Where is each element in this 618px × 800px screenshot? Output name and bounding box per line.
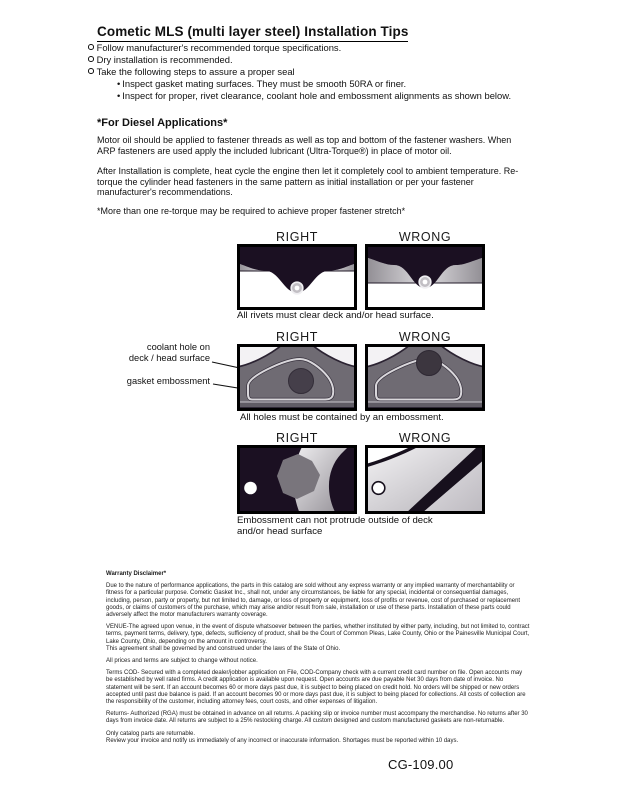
warranty-paragraph: All prices and terms are subject to change without notice.: [106, 658, 258, 665]
bolt-hole: [372, 482, 385, 495]
diesel-paragraph-2: After Installation is complete, heat cycle the engine then let it completely cool to ambient temperature. Re-torque the cylinder head fasteners in the same pattern as initial installation or per your fastener manufacturer's recommendations.: [97, 166, 519, 197]
warranty-disclaimer: [106, 571, 530, 745]
tip-text: Follow manufacturer's recommended torque specifications.: [96, 42, 342, 53]
bolt-hole: [244, 482, 257, 495]
figure1-wrong-diagram: [365, 244, 485, 310]
coolant-hole: [289, 369, 314, 394]
figure2-caption: All holes must be contained by an embossment.: [240, 412, 444, 423]
warranty-paragraph: Returns- Authorized (RGA) must be obtained in advance on all returns. A packing slip or invoice number must accompany the merchandise. No returns after 30 days from invoice date. All returns are subject to a 25% restocking charge. All custom designed and custom manufactured gaskets are non-returnable.: [106, 711, 528, 725]
figure3-wrong-diagram: [365, 445, 485, 514]
warranty-heading: Warranty Disclaimer*: [106, 571, 167, 577]
coolant-hole: [417, 351, 442, 376]
figure3-caption: Embossment can not protrude outside of deck and/or head surface: [237, 515, 433, 537]
figure1-right-diagram: [237, 244, 357, 310]
figure1-right-label: RIGHT: [276, 230, 318, 244]
figure2-wrong-diagram: [365, 344, 485, 411]
annotation-gasket-embossment-label: gasket embossment: [126, 376, 210, 386]
figure2-wrong-label: WRONG: [398, 330, 452, 344]
tip-item: [88, 54, 233, 65]
rivet-center: [295, 286, 300, 291]
tip-text: Inspect for proper, rivet clearance, coolant hole and embossment alignments as shown below.: [122, 90, 512, 101]
warranty-paragraph: Only catalog parts are returnable.: [106, 730, 196, 737]
tip-item: [88, 66, 295, 77]
diesel-paragraph-3: *More than one re-torque may be required to achieve proper fastener stretch*: [97, 206, 406, 216]
circle-bullet-icon: [88, 44, 94, 50]
figure3-right-diagram: [237, 445, 357, 514]
diesel-heading: *For Diesel Applications*: [97, 117, 228, 129]
circle-bullet-icon: [88, 68, 94, 74]
warranty-paragraph: Terms COD- Secured with a completed dealer/jobber application on File, COD-Company check with a current credit card number on file. Open accounts may be established by well rated firms. A credit application is available upon request. Open accounts are due payable Net 30 days from date of invoice. No statement will be sent. If an account becomes 60 or more days past due, it is subject to being placed on credit hold. No orders will be shipped or new orders accepted until past due balance is paid. If an account becomes 90 or more days past due, it is subject to being placed for collections. All costs of collection are the responsibility of the customer, including attorney fees, court costs, and other expenses of litigation.: [106, 670, 526, 706]
page-title: Cometic MLS (multi layer steel) Installation Tips: [97, 24, 408, 42]
tip-sub-item: [117, 78, 406, 89]
tip-sub-item: [117, 90, 511, 101]
figure2-right-diagram: [237, 344, 357, 411]
warranty-paragraph: Due to the nature of performance applications, the parts in this catalog are sold without any express warranty or any implied warranty of merchantability or fitness for a particular purpose. Cometic Gasket Inc., shall not, under any circumstances, be liable for any special, incidental or consequential damages, including, person, party or property, but not limited to, damage, or loss of property or equipment, loss of profits or revenue, cost of purchased or replacement goods, or claims of customers of the purchase, which may arise and/or result from sale, installation or use of these parts. Installation of these parts could adversely affect the motor manufacturers warranty coverage.: [106, 583, 521, 619]
tip-text: Inspect gasket mating surfaces. They must be smooth 50RA or finer.: [122, 78, 407, 89]
warranty-paragraph: Review your invoice and notify us immediately of any incorrect or inaccurate information. Shortages must be reported within 10 days.: [106, 737, 459, 744]
tip-text: Take the following steps to assure a proper seal: [96, 66, 295, 77]
figure2-right-label: RIGHT: [276, 330, 318, 344]
diesel-paragraph-1: Motor oil should be applied to fastener threads as well as top and bottom of the fastener washers. When ARP fasteners are used apply the included lubricant (Ultra-Torque®) in place of motor oil.: [97, 135, 512, 156]
dot-bullet-icon: •: [117, 90, 121, 101]
tip-text: Dry installation is recommended.: [96, 54, 233, 65]
annotation-line: coolant hole on: [146, 342, 210, 352]
circle-bullet-icon: [88, 56, 94, 62]
figure3-right-label: RIGHT: [276, 431, 318, 445]
rivet-center: [423, 280, 428, 285]
warranty-paragraph: VENUE-The agreed upon venue, in the event of dispute whatsoever between the parties, whether instituted by either party, including, but not limited to, contract terms, payment terms, delivery, type, defects, sufficiency of product, shall be the Court of Common Pleas, Lake County, Ohio or the Painesville Municipal Court, Lake County, Ohio, depending on the amount in controversy.: [106, 624, 530, 645]
tip-item: [88, 42, 341, 53]
figure1-wrong-label: WRONG: [398, 230, 452, 244]
warranty-paragraph: This agreement shall be governed by and construed under the laws of the State of Ohio.: [106, 645, 341, 652]
figure3-wrong-label: WRONG: [398, 431, 452, 445]
annotation-line: deck / head surface: [128, 353, 210, 364]
dot-bullet-icon: •: [117, 78, 121, 89]
figure1-caption: All rivets must clear deck and/or head surface.: [237, 310, 434, 321]
page-number: CG-109.00: [388, 757, 454, 772]
annotation-coolant-hole-label: [98, 342, 210, 364]
